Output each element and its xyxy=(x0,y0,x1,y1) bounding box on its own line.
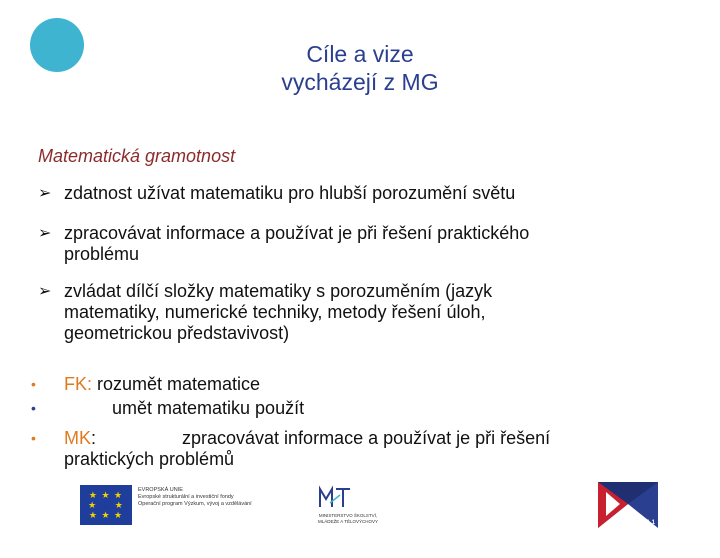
page-title-line2: vycházejí z MG xyxy=(281,69,439,95)
bullet-text: umět matematiku použít xyxy=(112,398,305,418)
section-subtitle: Matematická gramotnost xyxy=(38,146,236,166)
arrow-bullet-icon: ➢ xyxy=(38,283,52,300)
arrow-point-3 xyxy=(38,281,492,344)
bullet-dot: • xyxy=(31,430,36,446)
msmt-caption-line: MINISTERSTVO ŠKOLSTVÍ, xyxy=(318,513,378,518)
arrow-point-line: matematiky, numerické techniky, metody řešení úloh, xyxy=(64,302,486,322)
praha-caption: PRAHA 1 xyxy=(628,520,655,526)
arrow-bullet-icon: ➢ xyxy=(38,185,52,202)
arrow-point-2 xyxy=(38,223,529,265)
bullet-item-2 xyxy=(112,398,304,419)
praha-logo xyxy=(598,482,658,528)
bullet-tag-suffix: : xyxy=(91,428,97,448)
msmt-logo-icon xyxy=(318,485,352,511)
eu-caption-line: EVROPSKÁ UNIE xyxy=(138,487,183,493)
eu-caption-line: Evropské strukturální a investiční fondy xyxy=(138,494,234,500)
arrow-point-1 xyxy=(38,183,515,204)
bullet-dot: • xyxy=(31,376,36,392)
bullet-item-fk xyxy=(64,374,260,395)
msmt-caption xyxy=(308,513,388,558)
page-title-line1: Cíle a vize xyxy=(306,41,414,67)
arrow-point-line: zpracovávat informace a používat je při řešení praktického xyxy=(64,223,530,243)
arrow-point-line: problému xyxy=(64,244,140,264)
bullet-item-mk-cont xyxy=(64,449,234,470)
eu-caption-line: Operační program Výzkum, vývoj a vzdělávání xyxy=(138,501,252,507)
eu-stars-icon: ★ ★ ★ ★ ★ ★ ★ ★ xyxy=(88,490,124,520)
arrow-bullet-icon: ➢ xyxy=(38,225,52,242)
bullet-dot: • xyxy=(31,400,36,416)
eu-flag-logo xyxy=(80,485,132,525)
decorative-circle xyxy=(30,18,84,72)
bullet-text: praktických problémů xyxy=(64,449,235,469)
arrow-point-line: zvládat dílčí složky matematiky s porozuměním (jazyk xyxy=(64,281,493,301)
bullet-tag: FK: xyxy=(64,374,93,394)
msmt-logo xyxy=(318,485,352,511)
arrow-point-line: zdatnost užívat matematiku pro hlubší porozumění světu xyxy=(64,183,516,203)
arrow-point-line: geometrickou představivost) xyxy=(64,323,290,343)
bullet-text: rozumět matematice xyxy=(92,374,261,394)
bullet-item-mk xyxy=(64,428,96,449)
msmt-caption-line: MLÁDEŽE A TĚLOVÝCHOVY xyxy=(318,518,378,524)
bullet-tag: MK xyxy=(64,428,91,448)
bullet-text: zpracovávat informace a používat je při řešení xyxy=(182,428,551,448)
eu-caption xyxy=(138,487,288,532)
bullet-item-mk-text xyxy=(182,428,550,449)
